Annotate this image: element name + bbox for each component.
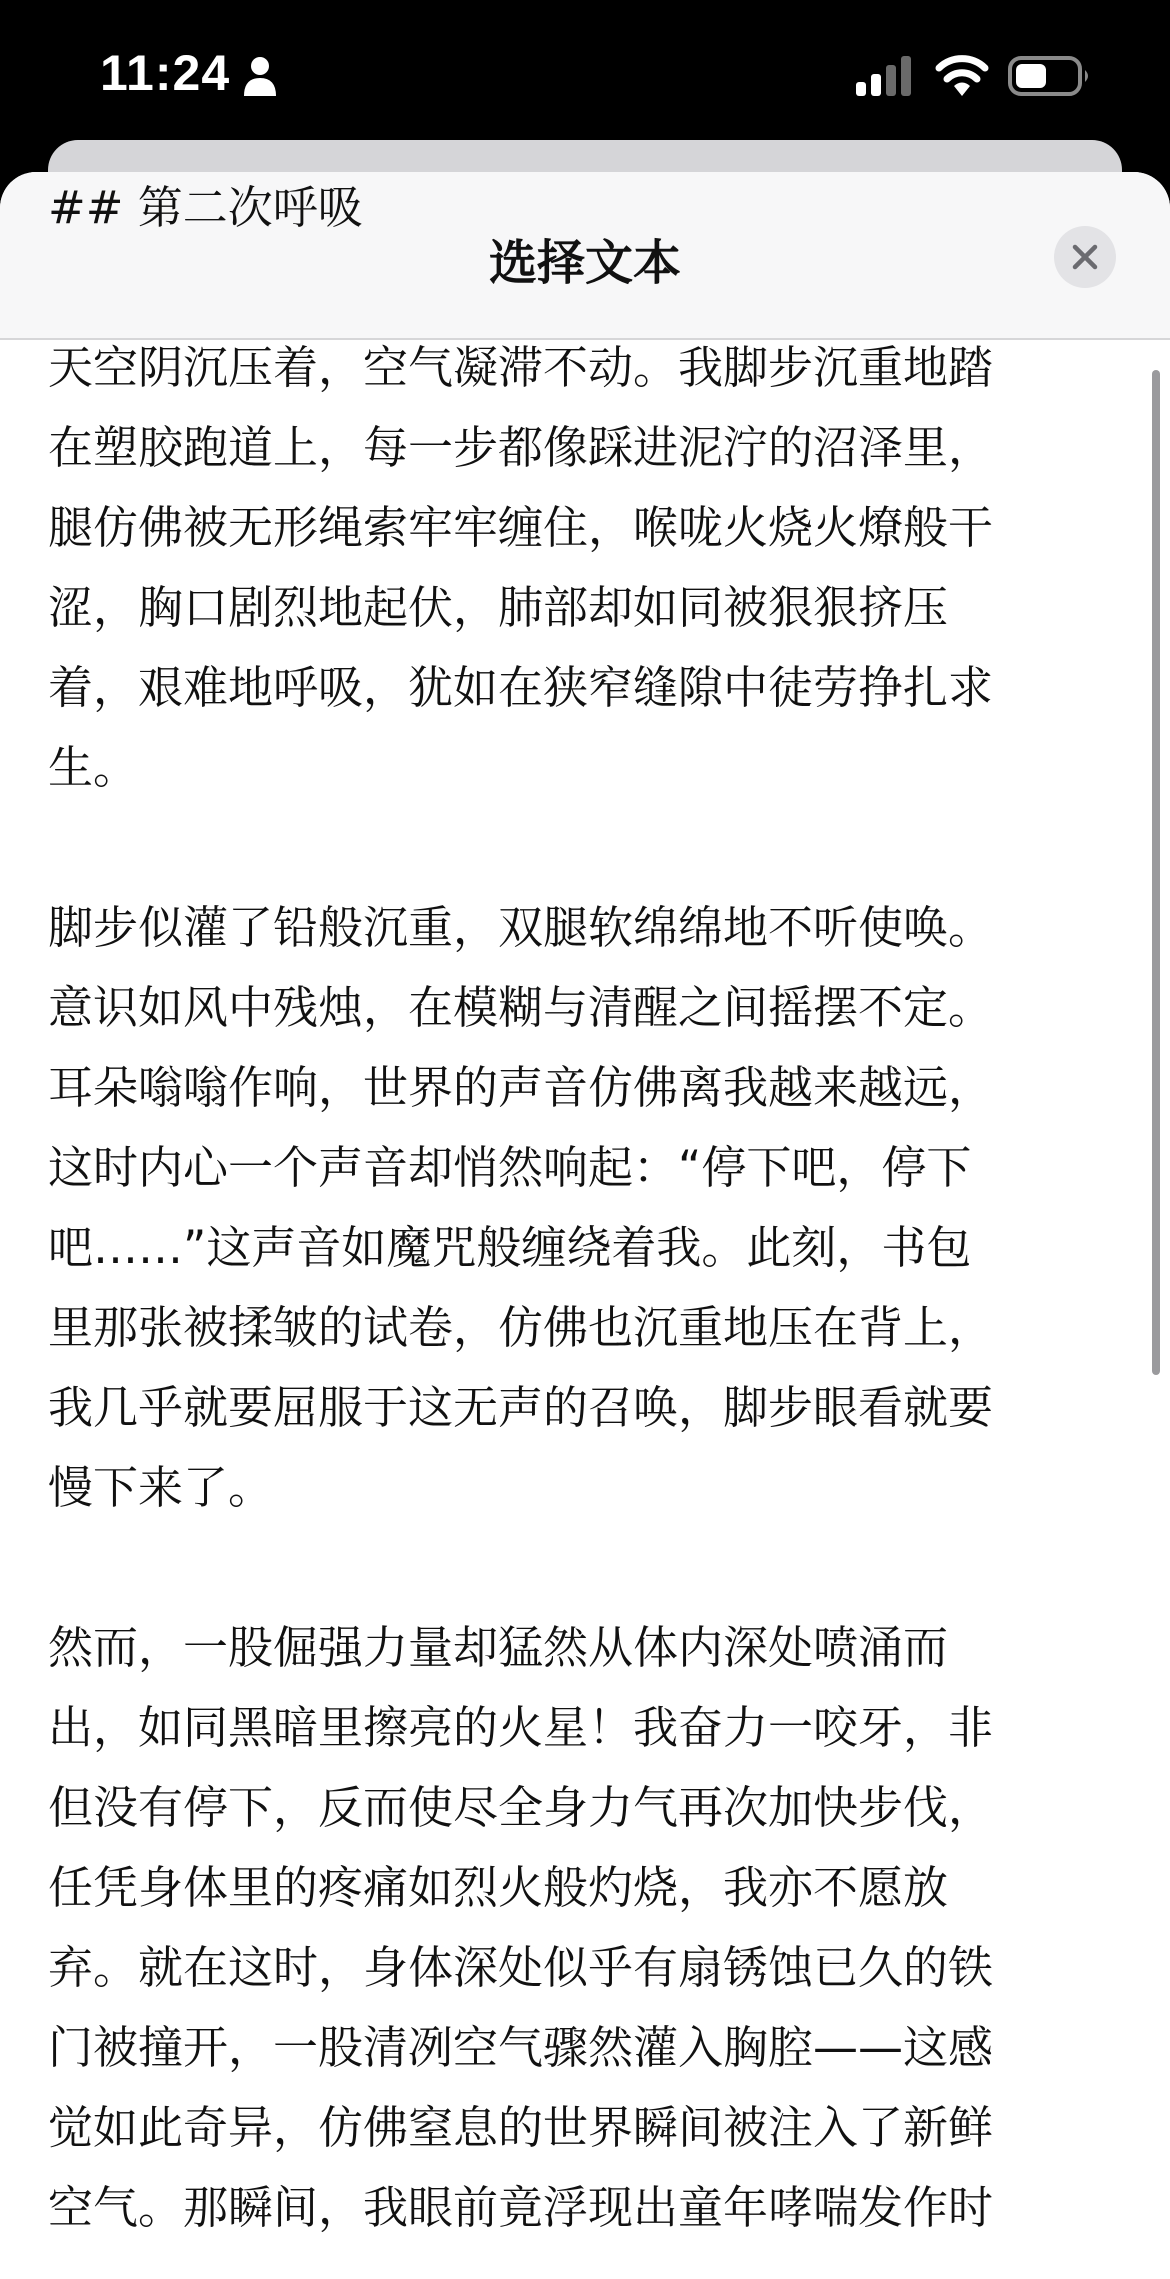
status-bar [0,0,1170,140]
sheet-title: 选择文本 [488,235,681,291]
text-line: 腿仿佛被无形绳索牢牢缠住，喉咙火烧火燎般干 [48,501,994,554]
text-heading: ## 第二次呼吸 [48,181,363,234]
text-line: 任凭身体里的疼痛如烈火般灼烧，我亦不愿放 [48,1861,949,1914]
scrollbar[interactable] [1152,370,1160,1375]
battery-icon [1008,54,1092,98]
text-line: 里那张被揉皱的试卷，仿佛也沉重地压在背上， [48,1301,994,1354]
text-line: 意识如风中残烛，在模糊与清醒之间摇摆不定。 [48,981,994,1034]
text-line: 我几乎就要屈服于这无声的召唤，脚步眼看就要 [48,1381,994,1434]
selectable-text-area[interactable] [48,168,1118,2248]
person-icon [242,56,278,96]
wifi-icon [935,52,989,96]
text-line: 在塑胶跑道上，每一步都像踩进泥泞的沼泽里， [48,421,994,474]
text-line: 吧……”这声音如魔咒般缠绕着我。此刻，书包 [48,1221,972,1274]
status-time: 11:24 [100,45,231,101]
signal-icon [856,56,912,96]
text-line: 天空阴沉压着，空气凝滞不动。我脚步沉重地踏 [48,341,994,394]
text-line: 出，如同黑暗里擦亮的火星！我奋力一咬牙，非 [48,1701,994,1754]
text-line: 觉如此奇异，仿佛窒息的世界瞬间被注入了新鲜 [48,2101,994,2154]
text-line: 耳朵嗡嗡作响，世界的声音仿佛离我越来越远， [48,1061,994,1114]
text-line: 涩，胸口剧烈地起伏，肺部却如同被狠狠挤压 [48,581,949,634]
text-line: 慢下来了。 [48,1461,274,1514]
text-line: 但没有停下，反而使尽全身力气再次加快步伐， [48,1781,994,1834]
text-line: 这时内心一个声音却悄然响起：“停下吧，停下 [48,1141,972,1194]
text-line: 着，艰难地呼吸，犹如在狭窄缝隙中徒劳挣扎求 [48,661,994,714]
text-line: 空气。那瞬间，我眼前竟浮现出童年哮喘发作时 [48,2181,994,2234]
text-line: 脚步似灌了铅般沉重，双腿软绵绵地不听使唤。 [48,901,994,954]
text-line: 门被撞开，一股清冽空气骤然灌入胸腔——这感 [48,2021,994,2074]
text-paragraph [48,1608,1118,2248]
text-line: 弃。就在这时，身体深处似乎有扇锈蚀已久的铁 [48,1941,994,1994]
text-paragraph [48,888,1118,1528]
text-line: 生。 [48,741,139,794]
text-line: 然而，一股倔强力量却猛然从体内深处喷涌而 [48,1621,949,1674]
text-paragraph [48,328,1118,808]
